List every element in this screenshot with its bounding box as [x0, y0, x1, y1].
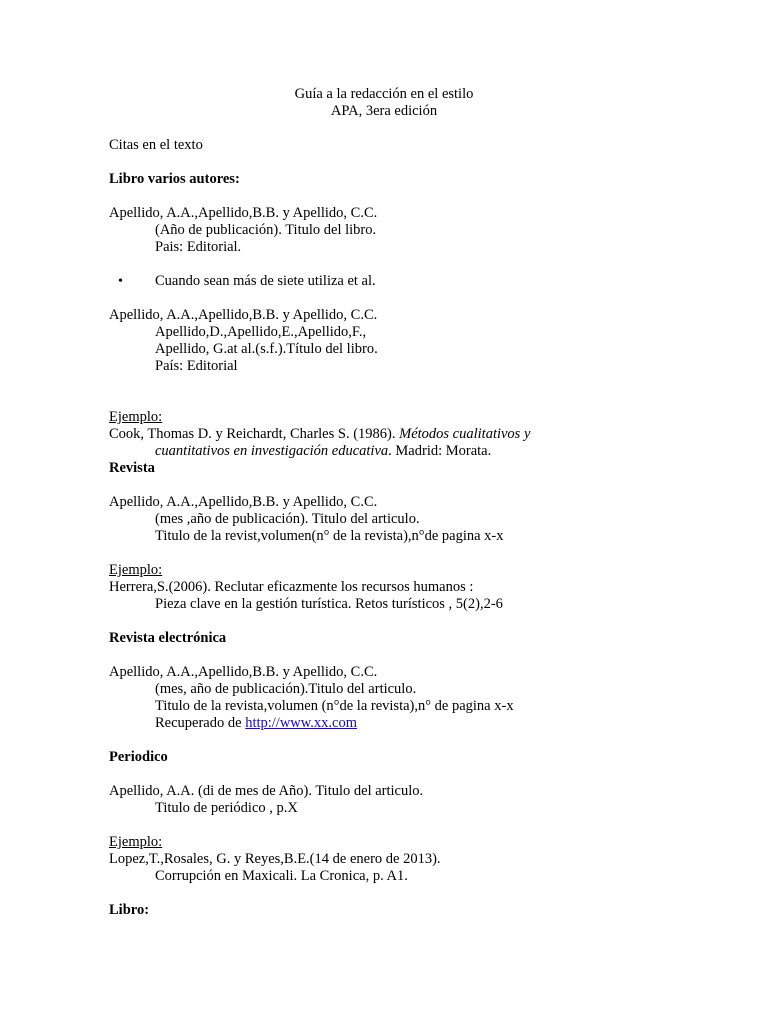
- ejemplo-1-line-2: [155, 443, 491, 460]
- revista-line-3: Titulo de la revist,volumen(n° de la revista),n°de pagina x-x: [155, 528, 504, 544]
- ejemplo-1-authors: Cook, Thomas D. y Reichardt, Charles S. (1986).: [109, 426, 400, 442]
- periodico-line-2: Titulo de periódico , p.X: [155, 800, 298, 816]
- revista-electronica-line-2: (mes, año de publicación).Titulo del articulo.: [155, 681, 417, 697]
- mas-autores-line-1: Apellido, A.A.,Apellido,B.B. y Apellido, C.C.: [109, 307, 378, 323]
- ejemplo-label-1: Ejemplo:: [109, 409, 163, 425]
- revista-ejemplo-line-2: Pieza clave en la gestión turística. Retos turísticos , 5(2),2-6: [155, 596, 503, 612]
- periodico-ejemplo-line-1: Lopez,T.,Rosales, G. y Reyes,B.E.(14 de enero de 2013).: [109, 851, 441, 867]
- periodico-line-1: Apellido, A.A. (di de mes de Año). Titulo del articulo.: [109, 783, 424, 799]
- libro-varios-line-1: Apellido, A.A.,Apellido,B.B. y Apellido, C.C.: [109, 205, 378, 221]
- revista-electronica-line-4: [155, 715, 357, 732]
- periodico-heading: Periodico: [109, 749, 168, 765]
- mas-autores-line-3: Apellido, G.at al.(s.f.).Título del libro.: [155, 341, 378, 357]
- ejemplo-1-title-part-2: cuantitativos en investigación educativa: [155, 443, 389, 459]
- mas-autores-line-2: Apellido,D.,Apellido,E.,Apellido,F.,: [155, 324, 367, 340]
- doc-title-line-2: APA, 3era edición: [330, 103, 438, 119]
- doc-title-line-1: Guía a la redacción en el estilo: [294, 86, 474, 102]
- revista-ejemplo-line-1: Herrera,S.(2006). Reclutar eficazmente los recursos humanos :: [109, 579, 474, 595]
- revista-line-2: (mes ,año de publicación). Titulo del articulo.: [155, 511, 420, 527]
- libro-varios-line-3: Pais: Editorial.: [155, 239, 242, 255]
- ejemplo-label-3: Ejemplo:: [109, 834, 163, 850]
- libro-varios-heading: Libro varios autores:: [109, 171, 240, 187]
- revista-electronica-heading: Revista electrónica: [109, 630, 227, 646]
- revista-heading: Revista: [109, 460, 155, 476]
- libro-heading: Libro:: [109, 902, 150, 918]
- bullet-item: Cuando sean más de siete utiliza et al.: [155, 273, 376, 289]
- citas-heading: Citas en el texto: [109, 137, 203, 153]
- ejemplo-1-publisher: . Madrid: Morata.: [388, 443, 492, 459]
- periodico-ejemplo-line-2: Corrupción en Maxicali. La Cronica, p. A1.: [155, 868, 408, 884]
- ejemplo-1-line-1: [109, 426, 530, 443]
- example-url-link[interactable]: http://www.xx.com: [245, 715, 358, 731]
- bullet-icon: •: [118, 274, 123, 289]
- libro-varios-line-2: (Año de publicación). Titulo del libro.: [155, 222, 377, 238]
- revista-electronica-line-1: Apellido, A.A.,Apellido,B.B. y Apellido, C.C.: [109, 664, 378, 680]
- revista-line-1: Apellido, A.A.,Apellido,B.B. y Apellido, C.C.: [109, 494, 378, 510]
- recuperado-label: Recuperado de: [155, 715, 246, 731]
- ejemplo-label-2: Ejemplo:: [109, 562, 163, 578]
- ejemplo-1-title-part-1: Métodos cualitativos y: [399, 426, 531, 442]
- revista-electronica-line-3: Titulo de la revista,volumen (n°de la revista),n° de pagina x-x: [155, 698, 514, 714]
- mas-autores-line-4: País: Editorial: [155, 358, 238, 374]
